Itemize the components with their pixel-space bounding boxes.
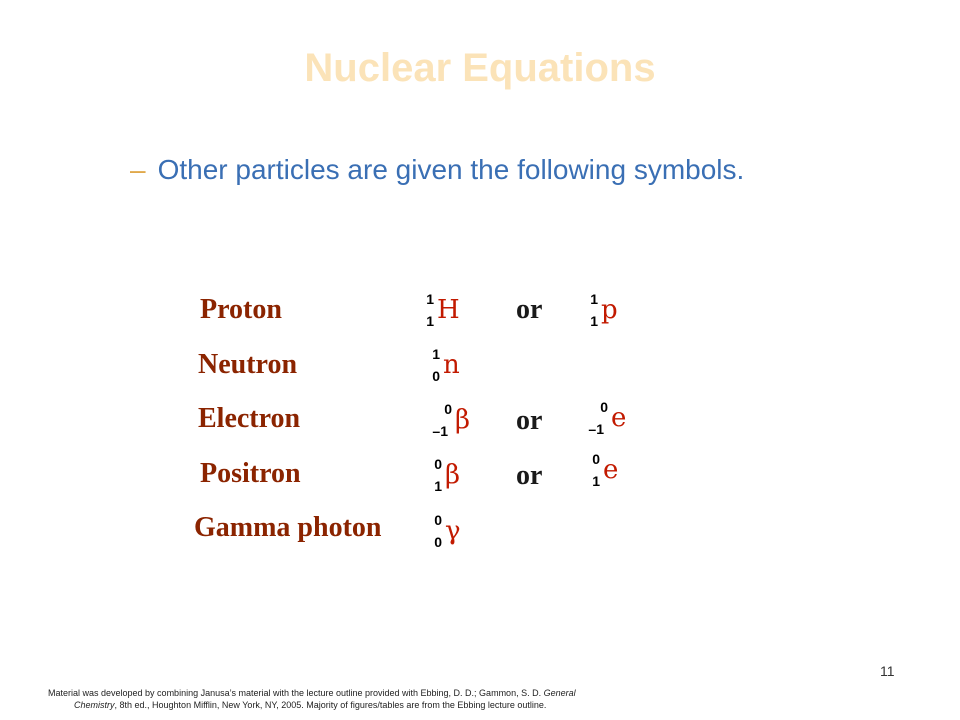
slide-title: Nuclear Equations xyxy=(304,46,656,90)
page-number: 11 xyxy=(880,663,895,679)
element-symbol: p xyxy=(601,295,618,325)
atomic-number: 1 xyxy=(426,313,434,329)
or-word: or xyxy=(516,294,543,325)
mass-number: 0 xyxy=(444,401,452,417)
element-symbol: β xyxy=(445,460,461,490)
or-word: or xyxy=(516,460,543,491)
particle-label-proton: Proton xyxy=(200,294,282,325)
element-symbol: n xyxy=(443,350,460,380)
element-symbol: β xyxy=(455,405,471,435)
particle-label-electron: Electron xyxy=(198,403,301,434)
element-symbol: γ xyxy=(445,516,461,546)
mass-number: 0 xyxy=(434,512,442,528)
neutron-symbol-n xyxy=(418,347,488,393)
positron-symbol-beta xyxy=(420,457,490,503)
footer-italic: General xyxy=(543,688,576,698)
bullet-text: Other particles are given the following symbols. xyxy=(157,154,745,185)
footer-citation xyxy=(48,687,688,711)
footer-text: , 8th ed., Houghton Mifflin, New York, NY, 2005. Majority of figures/tables are from the Ebbing lecture outline. xyxy=(114,700,547,710)
positron-symbol-e xyxy=(578,452,648,498)
element-symbol: H xyxy=(437,295,460,325)
footer-text: Material was developed by combining Janusa’s material with the lecture outline provided with Ebbing, D. D.; Gammon, S. D. xyxy=(48,688,544,698)
mass-number: 1 xyxy=(426,291,434,307)
element-symbol: e xyxy=(611,403,627,433)
element-symbol: e xyxy=(603,455,619,485)
atomic-number: 0 xyxy=(432,368,440,384)
footer-line1 xyxy=(48,688,576,698)
particle-label-gamma: Gamma photon xyxy=(194,512,382,543)
atomic-number: –1 xyxy=(588,421,604,437)
atomic-number: –1 xyxy=(432,423,448,439)
atomic-number: 0 xyxy=(434,534,442,550)
mass-number: 0 xyxy=(600,399,608,415)
atomic-number: 1 xyxy=(434,478,442,494)
particle-label-positron: Positron xyxy=(200,458,301,489)
proton-symbol-p xyxy=(576,292,646,338)
mass-number: 1 xyxy=(432,346,440,362)
mass-number: 1 xyxy=(590,291,598,307)
atomic-number: 1 xyxy=(592,473,600,489)
electron-symbol-beta xyxy=(430,402,500,448)
bullet-dash: – xyxy=(130,154,146,185)
proton-symbol-h xyxy=(412,292,482,338)
mass-number: 0 xyxy=(434,456,442,472)
footer-italic: Chemistry xyxy=(74,700,115,710)
footer-line2 xyxy=(48,699,688,711)
atomic-number: 1 xyxy=(590,313,598,329)
bullet-point xyxy=(130,154,744,186)
electron-symbol-e xyxy=(586,400,656,446)
mass-number: 0 xyxy=(592,451,600,467)
gamma-symbol xyxy=(420,513,490,559)
particle-label-neutron: Neutron xyxy=(198,349,298,380)
or-word: or xyxy=(516,405,543,436)
